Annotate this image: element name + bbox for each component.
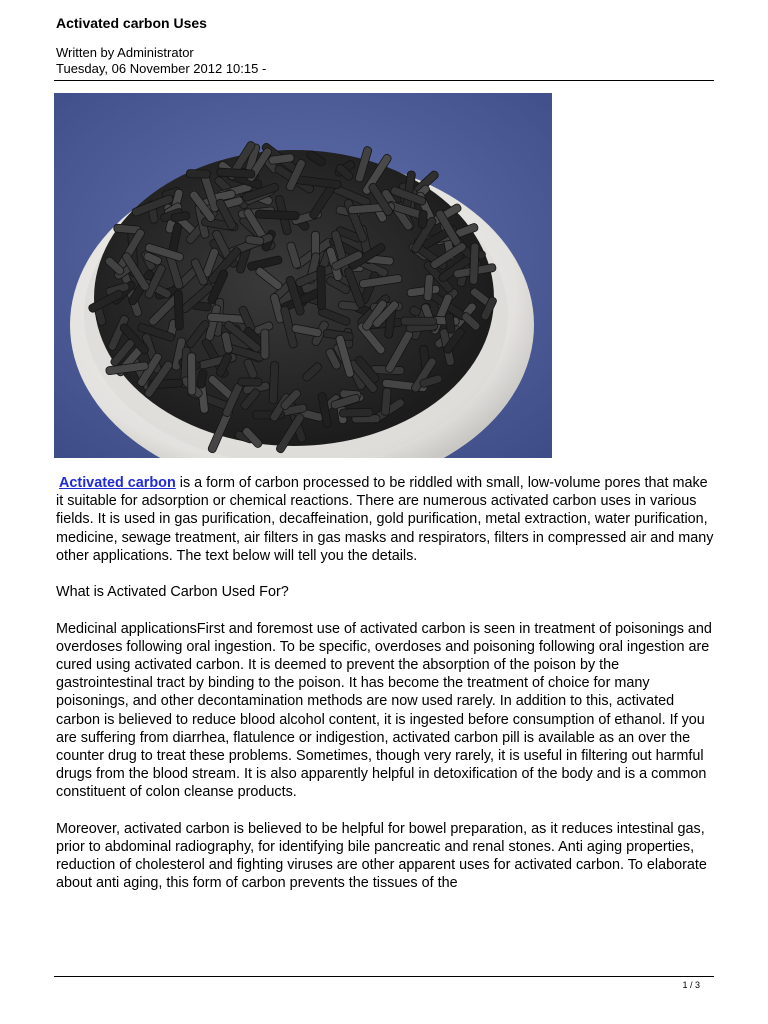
carbon-pellet xyxy=(217,168,255,178)
activated-carbon-photo-graphic xyxy=(54,93,552,458)
carbon-pellet xyxy=(269,361,279,404)
carbon-pellet xyxy=(424,274,434,301)
carbon-pellet xyxy=(238,378,262,387)
medicinal-paragraph: Medicinal applicationsFirst and foremost use of activated carbon is seen in treatment of poisonings and overdoses following oral ingestion. To be specific, overdoses and poisoning following oral ingestion are cured using activated carbon. It is deemed to prevent the absorption of the poison by the gastrointestinal tract by binding to the poison. It has become the treatment of choice for many poisonings, and other decontamination methods are now used rarely. In addition to this, activated carbon is believed to reduce blood alcohol content, it is ingested before consumption of ethanol. If you are suffering from diarrhea, flatulence or indigestion, activated carbon pill is available as an over the counter drug to treat these problems. Sometimes, though very rarely, it is useful in filtering out harmful drugs from the blood stream. It is also apparently helpful in detoxification of the body and is a common constituent of colon cleanse products. xyxy=(56,620,712,801)
date-line: Tuesday, 06 November 2012 10:15 - xyxy=(56,61,267,76)
activated-carbon-photo xyxy=(54,93,552,458)
carbon-pellet xyxy=(317,266,326,310)
carbon-pellet xyxy=(174,290,183,330)
carbon-pellet xyxy=(261,329,269,359)
article-body xyxy=(56,474,716,911)
page-number: 1 / 3 xyxy=(682,980,700,990)
carbon-pellet xyxy=(401,317,437,325)
carbon-pellet xyxy=(469,243,479,284)
carbon-pellet xyxy=(186,170,210,179)
activated-carbon-link[interactable]: Activated carbon xyxy=(59,475,176,491)
author-line: Written by Administrator xyxy=(56,45,194,60)
carbon-pellet xyxy=(255,210,299,220)
section-heading: What is Activated Carbon Used For? xyxy=(56,584,289,601)
document-title: Activated carbon Uses xyxy=(56,15,207,31)
footer-divider xyxy=(54,976,714,977)
carbon-pellet xyxy=(188,353,196,395)
carbon-pellet xyxy=(339,408,373,417)
carbon-pellet xyxy=(418,210,427,229)
intro-paragraph xyxy=(56,474,716,565)
intro-text: is a form of carbon processed to be riddled with small, low-volume pores that make it suitable for adsorption or chemical reactions. There are numerous activated carbon uses in various fields. It is used in gas purification, decaffeination, gold purification, metal extraction, water purification, medicine, sewage treatment, air filters in gas masks and respirators, filters in compressed air and many other applications. The text below will tell you the details. xyxy=(56,475,714,564)
moreover-paragraph: Moreover, activated carbon is believed to be helpful for bowel preparation, as it reduces intestinal gas, prior to abdominal radiography, for identifying bile pancreatic and renal stones. Anti aging properties, reduction of cholesterol and fighting viruses are other apparent uses for activated carbon. To elaborate about anti aging, this form of carbon prevents the tissues of the xyxy=(56,820,707,892)
header-divider xyxy=(54,80,714,81)
